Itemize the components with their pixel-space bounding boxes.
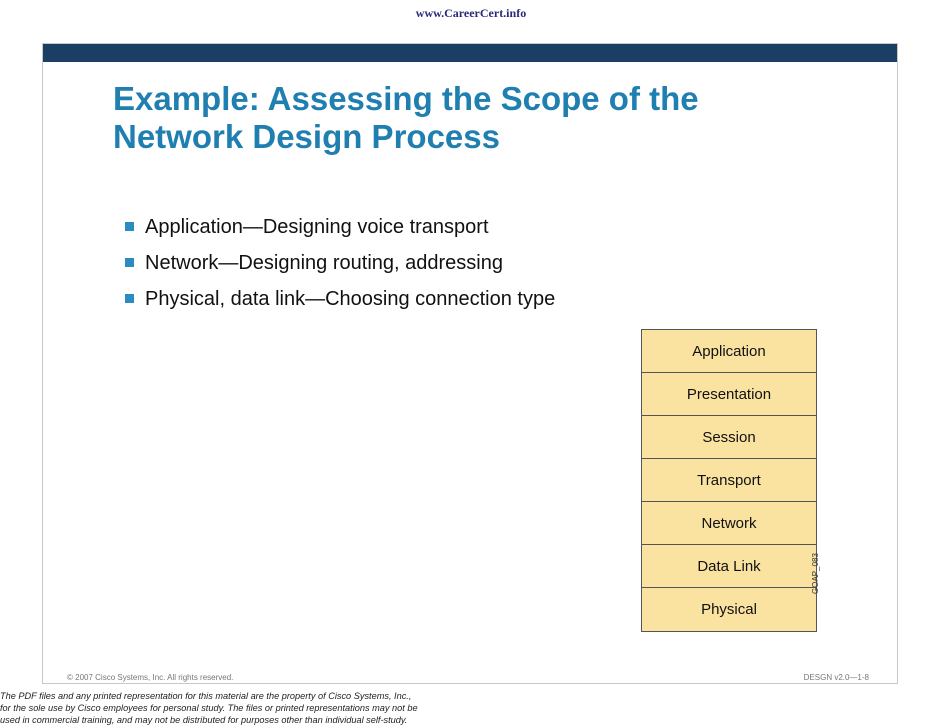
bullet-item [121, 250, 591, 276]
disclaimer [0, 690, 520, 726]
bullet-item [121, 286, 591, 312]
slide-title [113, 80, 833, 156]
disclaimer-line: The PDF files and any printed representation for this material are the property of Cisco Systems, Inc., [0, 691, 412, 701]
osi-layer: Application [642, 330, 816, 373]
slide [42, 43, 898, 684]
osi-layer: Network [642, 502, 816, 545]
osi-layer: Session [642, 416, 816, 459]
slide-title-line-1: Example: Assessing the Scope of the [113, 80, 699, 117]
osi-layer: Data Link [642, 545, 816, 588]
bullet-item [121, 214, 591, 240]
slide-title-line-2: Network Design Process [113, 118, 500, 155]
bullet-text: Network—Designing routing, addressing [145, 252, 503, 274]
bullet-list [121, 214, 591, 322]
site-url: www.CareerCert.info [415, 6, 527, 20]
square-bullet-icon [125, 222, 134, 231]
osi-layer: Physical [701, 601, 757, 618]
disclaimer-line: for the sole use by Cisco employees for personal study. The files or printed representations may not be [0, 703, 418, 713]
slide-number: DESGN v2.0—1-8 [803, 673, 869, 682]
slide-header-bar [43, 44, 897, 62]
bullet-text: Application—Designing voice transport [145, 216, 489, 238]
square-bullet-icon [125, 294, 134, 303]
osi-layer-stack [641, 329, 817, 632]
osi-layer: Presentation [642, 373, 816, 416]
osi-layer: Transport [642, 459, 816, 502]
disclaimer-line: used in commercial training, and may not be distributed for purposes other than individual self-study. [0, 715, 408, 725]
copyright: © 2007 Cisco Systems, Inc. All rights reserved. [67, 673, 234, 682]
bullet-text: Physical, data link—Choosing connection type [145, 288, 556, 310]
square-bullet-icon [125, 258, 134, 267]
figure-code: GOAP_083 [811, 553, 820, 594]
